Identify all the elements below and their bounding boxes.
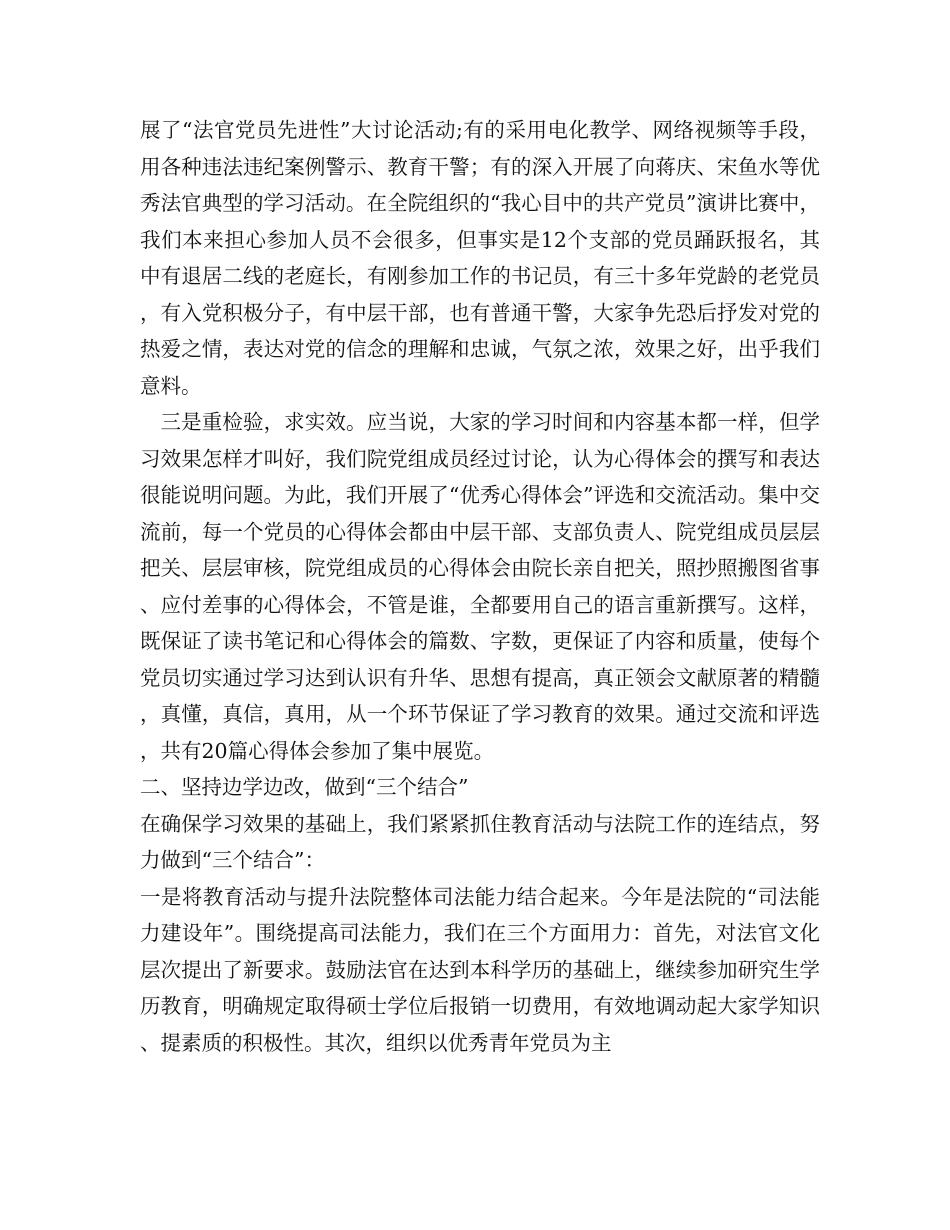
section-heading-three-combinations: 二、坚持边学边改，做到“三个结合”	[140, 775, 469, 799]
paragraph-emphasize-verification: 三是重检验，求实效。应当说，大家的学习时间和内容基本都一样，但学习效果怎样才叫好，我们院党组成员经过讨论，认为心得体会的撰写和表达很能说明问题。为此，我们开展了“优秀心得体会”评选和交流活动。集中交流前，每一个党员的心得体会都由中层干部、支部负责人、院党组成员层层把关、层层审核，院党组成员的心得体会由院长亲自把关，照抄照搬图省事、应付差事的心得体会，不管是谁，全都要用自己的语言重新撰写。这样，既保证了读书笔记和心得体会的篇数、字数，更保证了内容和质量，使每个党员切实通过学习达到认识有升华、思想有提高，真正领会文献原著的精髓，真懂，真信，真用，从一个环节保证了学习教育的效果。通过交流和评选，共有20篇心得体会参加了集中展览。	[140, 410, 820, 763]
paragraph-three-combinations-intro: 在确保学习效果的基础上，我们紧紧抓住教育活动与法院工作的连结点，努力做到“三个结合”：	[140, 811, 820, 872]
document-page	[140, 112, 820, 1061]
paragraph-judicial-capacity: 一是将教育活动与提升法院整体司法能力结合起来。今年是法院的“司法能力建设年”。围绕提高司法能力，我们在三个方面用力：首先，对法官文化层次提出了新要求。鼓励法官在达到本科学历的基础上，继续参加研究生学历教育，明确规定取得硕士学位后报销一切费用，有效地调动起大家学知识、提素质的积极性。其次，组织以优秀青年党员为主	[140, 884, 820, 1055]
paragraph-discussion-activities: 展了“法官党员先进性”大讨论活动;有的采用电化教学、网络视频等手段，用各种违法违纪案例警示、教育干警；有的深入开展了向蒋庆、宋鱼水等优秀法官典型的学习活动。在全院组织的“我心目中的共产党员”演讲比赛中，我们本来担心参加人员不会很多，但事实是12个支部的党员踊跃报名，其中有退居二线的老庭长，有刚参加工作的书记员，有三十多年党龄的老党员，有入党积极分子，有中层干部，也有普通干警，大家争先恐后抒发对党的热爱之情，表达对党的信念的理解和忠诚，气氛之浓，效果之好，出乎我们意料。	[140, 118, 820, 398]
